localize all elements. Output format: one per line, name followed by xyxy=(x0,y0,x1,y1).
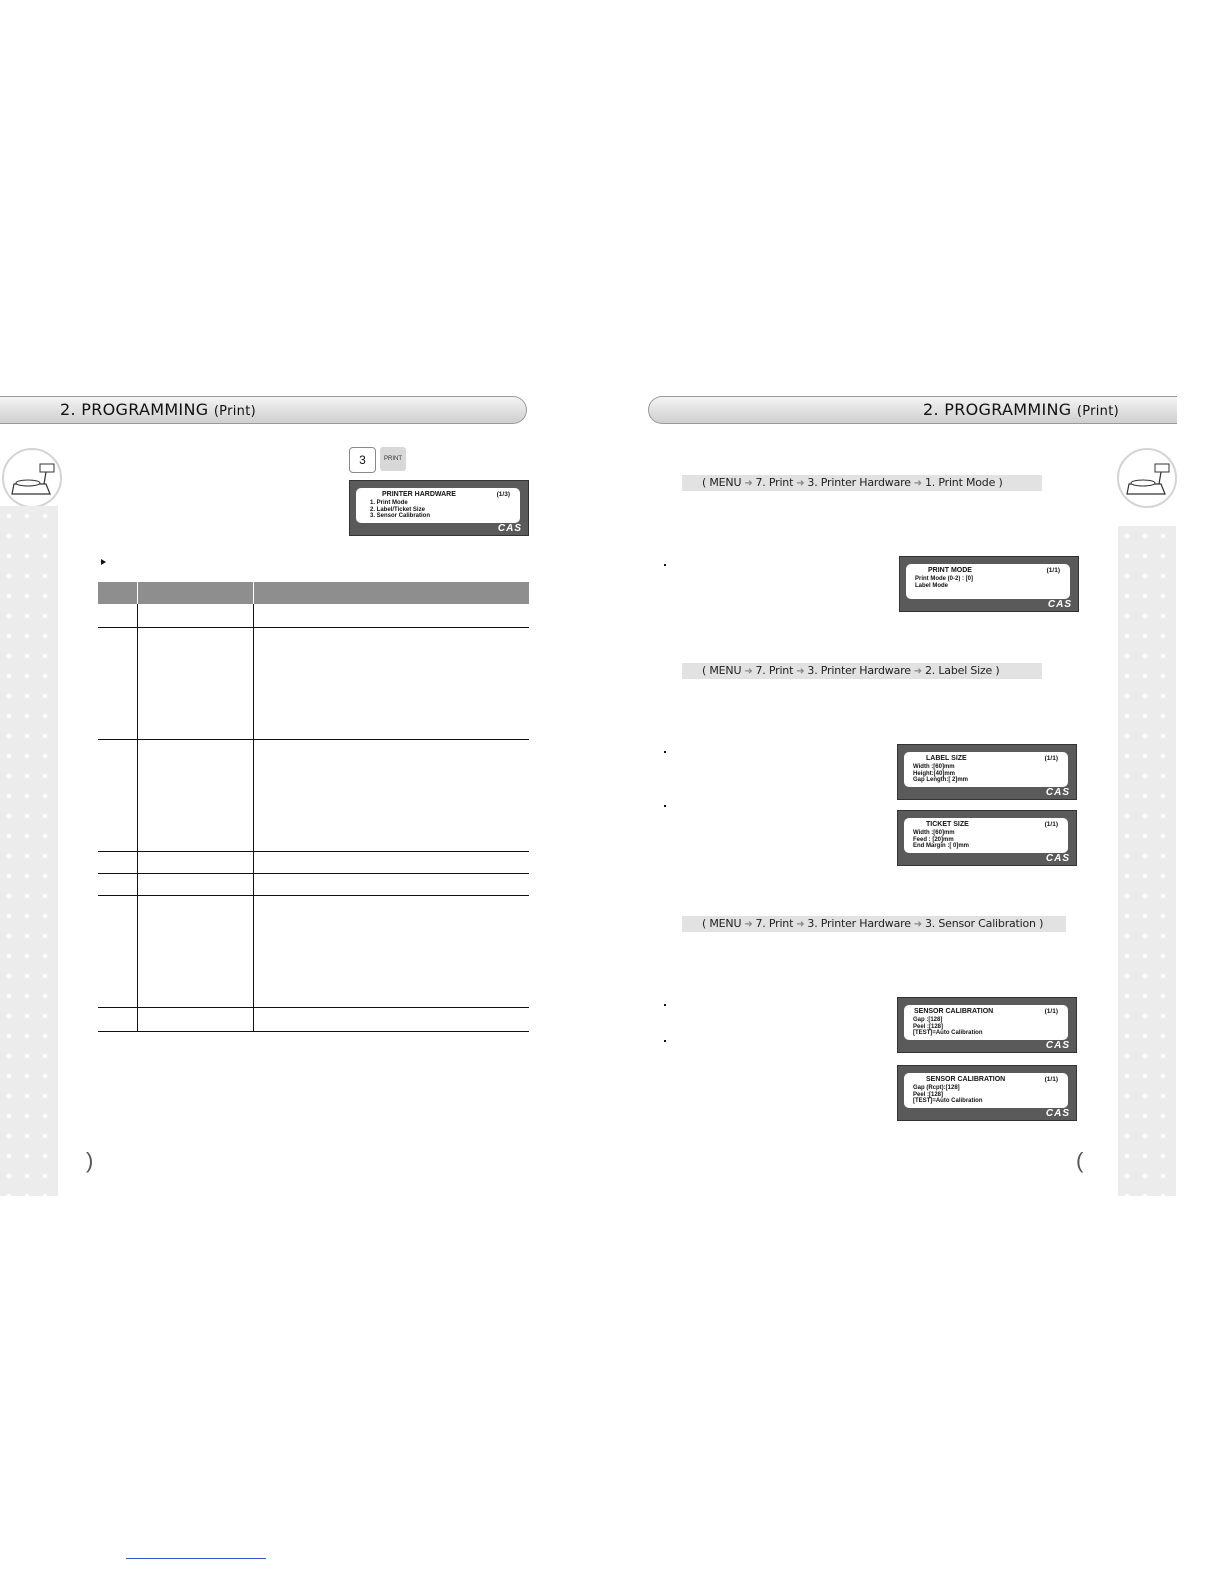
right-header-title xyxy=(923,400,1119,419)
footer-link-underline[interactable] xyxy=(126,1558,266,1559)
crumb-part: 2. Label Size ) xyxy=(924,664,1000,677)
key-3-button[interactable]: 3 xyxy=(349,447,376,473)
crumb-part: ( MENU xyxy=(702,917,742,930)
lcd-line: End Margin :[ 0]mm xyxy=(913,843,970,849)
lcd-screen xyxy=(904,818,1068,853)
left-header-title-text: 2. PROGRAMMING xyxy=(60,400,209,419)
table-column-line xyxy=(253,604,254,1031)
lcd-line: Width :[60]mm xyxy=(913,830,955,836)
left-page-mark: ) xyxy=(86,1148,94,1173)
lcd-page: (1/1) xyxy=(1044,1076,1058,1083)
lcd-line: [TEST]=Auto Calibration xyxy=(913,1098,983,1104)
arrow-right-icon: ➜ xyxy=(913,478,922,489)
sensor-calibration-receipt-lcd xyxy=(897,1065,1077,1121)
table-row-line xyxy=(98,1007,529,1008)
lcd-lines xyxy=(915,576,973,589)
right-page-mark: ( xyxy=(1076,1148,1084,1173)
crumb-part: ( MENU xyxy=(702,664,742,677)
right-side-strip xyxy=(1118,526,1176,1196)
cas-logo: CAS xyxy=(1045,853,1070,864)
lcd-screen xyxy=(904,1073,1068,1108)
ticket-size-lcd xyxy=(897,810,1077,866)
lcd-line: Width :[60]mm xyxy=(913,764,955,770)
lcd-title: SENSOR CALIBRATION xyxy=(914,1008,994,1015)
lcd-lines xyxy=(370,500,430,520)
scale-icon xyxy=(2,448,62,508)
lcd-lines xyxy=(913,1085,983,1105)
lcd-page: (1/1) xyxy=(1044,1008,1058,1015)
table-row-line xyxy=(98,739,529,740)
print-mode-lcd xyxy=(899,556,1079,612)
lcd-line: Feed : [20]mm xyxy=(913,836,954,843)
crumb-part: 7. Print xyxy=(755,476,794,489)
left-header-subtitle: (Print) xyxy=(213,404,256,419)
table-header xyxy=(98,582,529,604)
crumb-part: 3. Sensor Calibration ) xyxy=(924,917,1044,930)
cas-logo: CAS xyxy=(1045,1108,1070,1119)
cas-logo: CAS xyxy=(1047,599,1072,610)
crumb-part: ( MENU xyxy=(702,476,742,489)
breadcrumb-print-mode xyxy=(682,475,1042,491)
crumb-part: 3. Printer Hardware xyxy=(807,476,911,489)
table-column-line xyxy=(137,604,138,1031)
table-row-line xyxy=(98,873,529,874)
bullet xyxy=(664,564,666,566)
arrow-right-icon: ➜ xyxy=(744,919,753,930)
table-row-line xyxy=(98,627,529,628)
arrow-right-icon: ➜ xyxy=(744,666,753,677)
arrow-right-icon: ➜ xyxy=(796,666,805,677)
left-side-strip xyxy=(0,506,58,1196)
lcd-line: Height:[40]mm xyxy=(913,770,956,777)
arrow-right-icon: ➜ xyxy=(744,478,753,489)
lcd-line: Gap (Rcpt):[128] xyxy=(913,1085,960,1091)
breadcrumb-label-size xyxy=(682,663,1042,679)
lcd-page: (1/1) xyxy=(1044,821,1058,828)
cas-logo: CAS xyxy=(1045,1040,1070,1051)
lcd-line: Peel :[128] xyxy=(913,1091,944,1098)
lcd-title: PRINT MODE xyxy=(928,567,972,574)
crumb-part: 7. Print xyxy=(755,917,794,930)
lcd-line: 2. Label/Ticket Size xyxy=(370,506,425,513)
breadcrumb-sensor-calibration xyxy=(682,916,1066,932)
lcd-line: Gap :[128] xyxy=(913,1017,943,1023)
crumb-part: 3. Printer Hardware xyxy=(807,917,911,930)
lcd-title: LABEL SIZE xyxy=(926,755,967,762)
bullet xyxy=(664,805,666,807)
table-header-divider xyxy=(137,582,138,604)
left-page-header xyxy=(0,396,527,424)
label-size-lcd xyxy=(897,744,1077,800)
lcd-title: SENSOR CALIBRATION xyxy=(926,1076,1006,1083)
lcd-title: PRINTER HARDWARE xyxy=(382,491,456,498)
table-header-divider xyxy=(253,582,254,604)
crumb-part: 3. Printer Hardware xyxy=(807,664,911,677)
lcd-line: 3. Sensor Calibration xyxy=(370,513,431,519)
lcd-line: Gap Length:[ 2]mm xyxy=(913,777,968,783)
triangle-marker-icon xyxy=(100,558,108,566)
sensor-calibration-lcd xyxy=(897,997,1077,1053)
lcd-line: Print Mode (0-2) : [0] xyxy=(915,576,973,582)
cas-logo: CAS xyxy=(1045,787,1070,798)
right-page-header xyxy=(648,396,1177,424)
arrow-right-icon: ➜ xyxy=(913,919,922,930)
right-header-title-text: 2. PROGRAMMING xyxy=(923,400,1072,419)
lcd-screen xyxy=(906,564,1070,599)
arrow-right-icon: ➜ xyxy=(913,666,922,677)
lcd-screen xyxy=(904,1005,1068,1040)
lcd-line: Peel :[128] xyxy=(913,1023,944,1030)
lcd-screen xyxy=(904,752,1068,787)
lcd-screen xyxy=(356,488,520,523)
bullet xyxy=(664,1040,666,1042)
arrow-right-icon: ➜ xyxy=(796,919,805,930)
left-header-title xyxy=(60,400,256,419)
table-row-line xyxy=(98,851,529,852)
scale-icon xyxy=(1117,448,1177,508)
right-header-subtitle: (Print) xyxy=(1076,404,1119,419)
table-row-line xyxy=(98,895,529,896)
bullet xyxy=(664,751,666,753)
lcd-line: [TEST]=Auto Calibration xyxy=(913,1030,983,1036)
crumb-part: 1. Print Mode ) xyxy=(924,476,1003,489)
lcd-page: (1/3) xyxy=(496,491,510,498)
crumb-part: 7. Print xyxy=(755,664,794,677)
arrow-right-icon: ➜ xyxy=(796,478,805,489)
lcd-lines xyxy=(913,764,968,784)
lcd-title: TICKET SIZE xyxy=(926,821,969,828)
lcd-line: 1. Print Mode xyxy=(370,500,408,506)
print-key-button[interactable]: PRINT xyxy=(380,447,406,471)
lcd-lines xyxy=(913,830,969,850)
table-row-line xyxy=(98,1031,529,1032)
cas-logo: CAS xyxy=(497,523,522,534)
bullet xyxy=(664,1004,666,1006)
lcd-line: Label Mode xyxy=(915,582,949,589)
lcd-page: (1/1) xyxy=(1046,567,1060,574)
printer-hardware-lcd xyxy=(349,480,529,536)
lcd-page: (1/1) xyxy=(1044,755,1058,762)
lcd-lines xyxy=(913,1017,983,1037)
